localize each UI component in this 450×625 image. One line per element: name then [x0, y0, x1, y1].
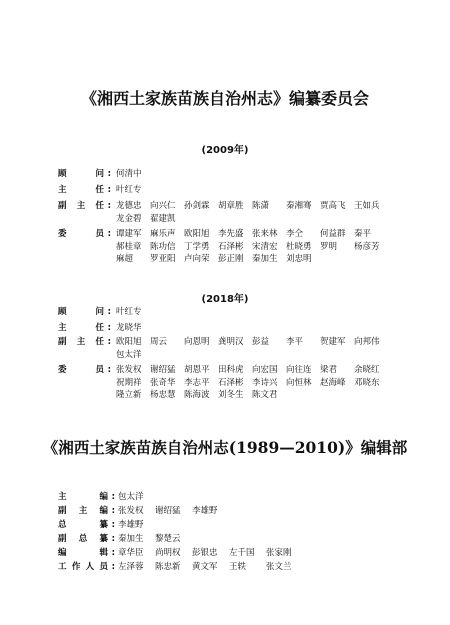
- role-label: 顾 问 :: [58, 307, 111, 317]
- member-name: 李诗兴: [252, 377, 278, 388]
- member-name: 杨彦芳: [354, 241, 380, 252]
- member-name: 谭建军: [116, 229, 142, 239]
- role-label: 顾 问 :: [58, 169, 111, 179]
- role-label: 主 任 :: [58, 185, 111, 195]
- member-name: 杨忠慧: [150, 390, 176, 400]
- member-names: [116, 228, 416, 266]
- member-names: [116, 336, 416, 361]
- member-name: 张发权: [116, 365, 142, 375]
- role-label: 副 主 任 :: [58, 337, 111, 347]
- member-names: [116, 168, 416, 181]
- member-name: 丁学勇: [184, 241, 210, 252]
- member-name: 谢绍猛: [155, 506, 181, 516]
- member-name: 祝期祥: [116, 377, 142, 388]
- member-names: [116, 184, 416, 197]
- member-name: 陈忠新: [155, 562, 181, 572]
- member-name: 欧阳旭: [116, 337, 142, 347]
- member-names: [116, 322, 416, 335]
- member-name: 翟建凯: [150, 213, 176, 224]
- role-label: 总 纂 :: [58, 520, 115, 530]
- member-name: 秦加生: [118, 534, 144, 544]
- member-name: 杜晓勇: [286, 241, 312, 252]
- year-2018-label: (2018年): [201, 294, 249, 305]
- member-name: 李志平: [184, 377, 210, 388]
- member-name: 向恩明: [184, 337, 210, 347]
- role-label: 工 作 人 员 :: [58, 562, 115, 572]
- member-name: 陈功信: [150, 241, 176, 252]
- member-name: 贺建军: [320, 337, 346, 347]
- member-name: 石泽彬: [218, 377, 244, 388]
- member-name: 孙剑霖: [184, 201, 210, 211]
- member-names: [118, 561, 418, 574]
- member-name: 向邦伟: [354, 337, 380, 347]
- member-name: 彭益: [252, 337, 270, 347]
- committee-title: 《湘西土家族苗族自治州志》编纂委员会: [80, 89, 369, 108]
- member-name: 贾高飞: [320, 201, 346, 211]
- member-name: 尚明权: [155, 548, 181, 558]
- member-name: 欧阳旭: [184, 229, 210, 239]
- member-name: 张来林: [252, 229, 278, 239]
- member-name: 王如兵: [354, 201, 380, 211]
- member-name: 章华臣: [118, 548, 144, 558]
- member-name: 石泽彬: [218, 241, 244, 252]
- member-name: 李平: [286, 337, 304, 347]
- member-name: 邓晓东: [354, 377, 380, 388]
- member-name: 秦平: [354, 229, 372, 239]
- member-name: 张家刚: [266, 548, 292, 558]
- member-name: 左泽蓉: [118, 562, 144, 572]
- role-label: 副 总 纂 :: [58, 534, 115, 544]
- member-name: 黎楚云: [155, 534, 181, 544]
- member-name: 何益群: [320, 229, 346, 239]
- member-name: 余晓红: [354, 365, 380, 375]
- member-name: 罗亚阳: [150, 254, 176, 264]
- member-name: 王轶: [229, 562, 247, 572]
- member-name: 谢绍猛: [150, 365, 176, 375]
- role-label: 主 任 :: [58, 323, 111, 333]
- member-name: 张文兰: [266, 562, 292, 572]
- member-name: 叶红专: [116, 307, 142, 317]
- member-names: [116, 200, 416, 225]
- member-name: 彭正刚: [218, 254, 244, 264]
- member-name: 周云: [150, 337, 168, 347]
- member-name: 李雄野: [118, 520, 144, 530]
- member-name: 黄文军: [192, 562, 218, 572]
- member-name: 宋清宏: [252, 241, 278, 252]
- member-name: 胡章胜: [218, 201, 244, 211]
- member-names: [118, 491, 418, 504]
- role-label: 主 编 :: [58, 492, 115, 502]
- member-name: 陈文君: [252, 390, 278, 400]
- year-2009-label: (2009年): [201, 145, 249, 156]
- member-names: [118, 519, 418, 532]
- member-name: 陈潇: [252, 201, 270, 211]
- member-name: 叶红专: [116, 185, 142, 195]
- member-name: 陈海波: [184, 390, 210, 400]
- member-name: 梁君: [320, 365, 338, 375]
- member-name: 左千国: [229, 548, 255, 558]
- member-name: 向兴仁: [150, 201, 176, 211]
- member-name: 麻乐声: [150, 229, 176, 239]
- member-name: 田科虎: [218, 365, 244, 375]
- member-name: 张发权: [118, 506, 144, 516]
- role-label: 副 主 编 :: [58, 506, 115, 516]
- member-name: 隆立新: [116, 390, 142, 400]
- member-name: 张奇华: [150, 377, 176, 388]
- member-name: 刘忠明: [286, 254, 312, 264]
- member-name: 何清中: [116, 169, 142, 179]
- member-name: 李雄野: [192, 506, 218, 516]
- member-names: [118, 533, 418, 546]
- member-names: [118, 505, 418, 518]
- member-name: 赵海峰: [320, 377, 346, 388]
- member-name: 龙德忠: [116, 201, 142, 211]
- member-name: 胡恩平: [184, 365, 210, 375]
- role-label: 委 员 :: [58, 229, 111, 239]
- member-name: 罗明: [320, 241, 338, 252]
- member-names: [118, 547, 418, 560]
- member-name: 龙金碧: [116, 213, 142, 224]
- role-label: 编 辑 :: [58, 548, 115, 558]
- member-names: [116, 306, 416, 319]
- member-name: 李仝: [286, 229, 304, 239]
- role-label: 副 主 任 :: [58, 201, 111, 211]
- member-name: 卢向荣: [184, 254, 210, 264]
- member-name: 秦加生: [252, 254, 278, 264]
- member-names: [116, 364, 416, 402]
- member-name: 向往连: [286, 365, 312, 375]
- member-name: 龚明汉: [218, 337, 244, 347]
- member-name: 包太洋: [116, 349, 142, 360]
- role-label: 委 员 :: [58, 365, 111, 375]
- editorial-title: 《湘西土家族苗族自治州志(1989—2010)》编辑部: [42, 438, 408, 457]
- member-name: 秦湘骞: [286, 201, 312, 211]
- member-name: 麻超: [116, 254, 134, 264]
- member-name: 刘冬生: [218, 390, 244, 400]
- member-name: 龙晓华: [116, 323, 142, 333]
- member-name: 郝桂章: [116, 241, 142, 252]
- member-name: 向宏国: [252, 365, 278, 375]
- member-name: 李先盛: [218, 229, 244, 239]
- member-name: 包太洋: [118, 492, 144, 502]
- member-name: 彭银忠: [192, 548, 218, 558]
- member-name: 向恒林: [286, 377, 312, 388]
